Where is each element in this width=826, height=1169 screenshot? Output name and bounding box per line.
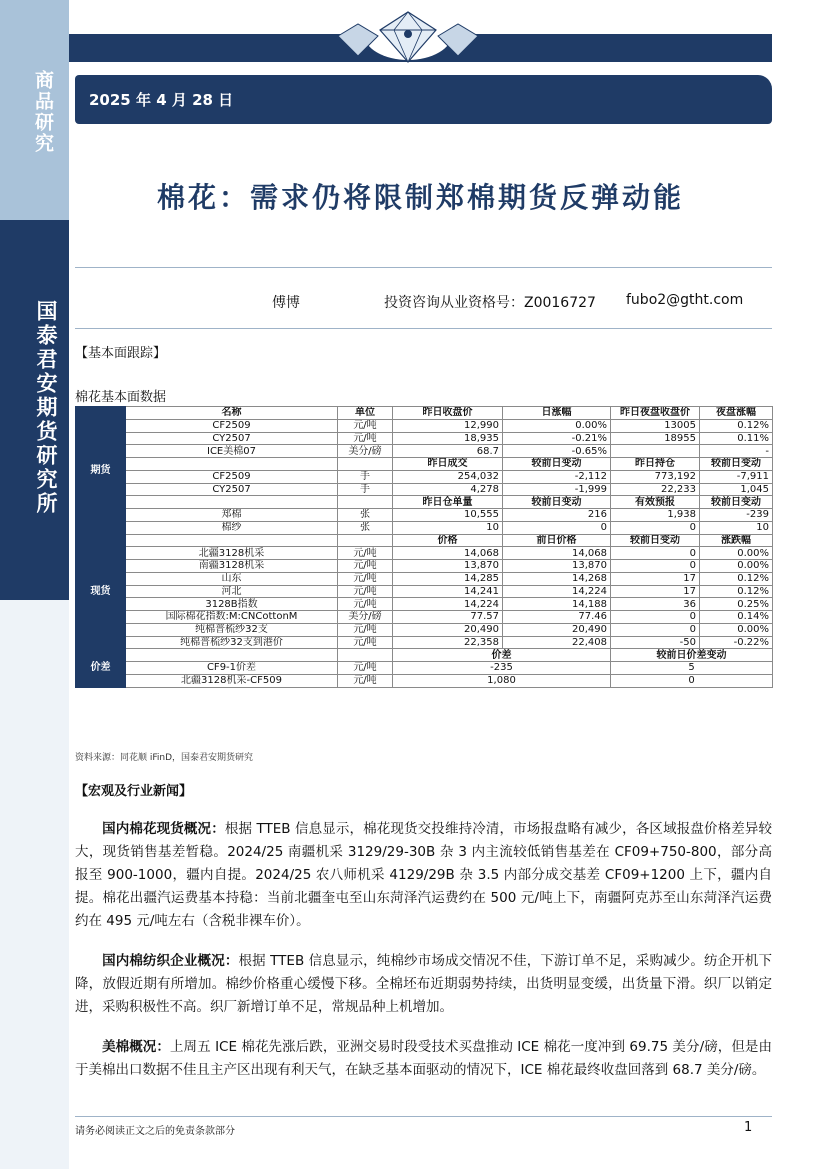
table-cell: 14,285	[393, 572, 503, 585]
table-cell: 昨日成交	[393, 458, 503, 471]
table-cell: 涨跌幅	[700, 534, 773, 547]
table-cell: 郑棉	[126, 509, 338, 522]
table-cell: 纯棉普梳纱32支到港价	[126, 636, 338, 649]
sidebar-top-label: 商品研究	[32, 70, 54, 154]
table-row	[76, 560, 773, 573]
table-cell: -2,112	[503, 470, 611, 483]
table-cell: 美分/磅	[338, 445, 393, 458]
table-cell: 14,224	[393, 598, 503, 611]
table-cell: 价格	[393, 534, 503, 547]
table-cell: -0.65%	[503, 445, 611, 458]
table-cell: 元/吨	[338, 560, 393, 573]
table-cell: 较前日变动	[611, 534, 700, 547]
table-cell: 13005	[611, 419, 700, 432]
table-cell: 较前日变动	[700, 496, 773, 509]
table-cell: 0	[611, 674, 773, 687]
table-cell: CY2507	[126, 432, 338, 445]
paragraph-lead: 国内棉纺织企业概况：	[102, 953, 239, 969]
fundamentals-table	[75, 406, 772, 688]
table-cell: 元/吨	[338, 419, 393, 432]
table-cell: 棉纱	[126, 521, 338, 534]
table-cell: 河北	[126, 585, 338, 598]
table-cell: 0	[611, 623, 700, 636]
table-cell: 张	[338, 521, 393, 534]
table-cell: 0.00%	[700, 623, 773, 636]
table-cell: 0	[611, 560, 700, 573]
table-cell: 1,045	[700, 483, 773, 496]
table-cell: 1,938	[611, 509, 700, 522]
table-cell: 昨日夜盘收盘价	[611, 407, 700, 420]
table-cell: 元/吨	[338, 662, 393, 675]
table-cell: 山东	[126, 572, 338, 585]
table-cell: -0.22%	[700, 636, 773, 649]
divider	[75, 267, 772, 268]
table-cell: 0.12%	[700, 585, 773, 598]
table-cell: 14,268	[503, 572, 611, 585]
paragraph-text: 根据 TTEB 信息显示，纯棉纱市场成交情况不佳，下游订单不足，采购减少。纺企开机下降，放假近期有所增加。棉纱价格重心缓慢下移。全棉坯布近期弱势持续，出货明显变缓，出货量下滑。织厂以销定进，采购积极性不高。织厂新增订单不足，常规品种上机增加。	[75, 953, 772, 1015]
table-row	[76, 623, 773, 636]
author-qualification: 投资咨询从业资格号：Z0016727	[384, 295, 596, 311]
table-row	[76, 598, 773, 611]
table-cell: 773,192	[611, 470, 700, 483]
table-cell	[126, 649, 338, 662]
table-caption: 棉花基本面数据	[75, 390, 167, 405]
diamond-logo-icon	[318, 4, 498, 68]
table-cell: 名称	[126, 407, 338, 420]
table-cell: 昨日仓单量	[393, 496, 503, 509]
table-header-row	[76, 649, 773, 662]
table-cell: 10	[393, 521, 503, 534]
table-row	[76, 521, 773, 534]
table-cell: 0.11%	[700, 432, 773, 445]
category-futures: 期货	[76, 407, 126, 535]
table-cell: -	[700, 445, 773, 458]
table-cell	[338, 496, 393, 509]
sidebar-top-band	[0, 0, 69, 220]
table-cell: 14,068	[503, 547, 611, 560]
paragraph-lead: 美棉概况：	[102, 1039, 170, 1055]
table-header-row	[76, 534, 773, 547]
table-cell: 20,490	[503, 623, 611, 636]
date-banner	[75, 75, 772, 124]
table-cell: 216	[503, 509, 611, 522]
table-cell: 手	[338, 470, 393, 483]
author-name: 傅博	[272, 295, 300, 311]
table-cell: 17	[611, 572, 700, 585]
table-cell: 10,555	[393, 509, 503, 522]
table-cell: 22,408	[503, 636, 611, 649]
table-row	[76, 445, 773, 458]
table-cell	[126, 458, 338, 471]
table-cell: 较前日价差变动	[611, 649, 773, 662]
table-cell: 元/吨	[338, 585, 393, 598]
paragraph-us-cotton	[75, 1036, 772, 1082]
table-cell: 14,224	[503, 585, 611, 598]
table-cell: 13,870	[393, 560, 503, 573]
table-cell: 17	[611, 585, 700, 598]
table-cell: 0.12%	[700, 572, 773, 585]
table-cell: 12,990	[393, 419, 503, 432]
table-cell: 22,358	[393, 636, 503, 649]
table-cell: 20,490	[393, 623, 503, 636]
table-row	[76, 611, 773, 624]
table-cell: 18955	[611, 432, 700, 445]
table-cell: 昨日持仓	[611, 458, 700, 471]
table-row	[76, 572, 773, 585]
table-cell: 3128B指数	[126, 598, 338, 611]
table-cell: -7,911	[700, 470, 773, 483]
table-cell	[611, 445, 700, 458]
table-cell	[338, 458, 393, 471]
table-cell: -0.21%	[503, 432, 611, 445]
footer-divider	[75, 1116, 772, 1117]
table-cell	[126, 534, 338, 547]
table-cell: CF9-1价差	[126, 662, 338, 675]
table-cell: -1,999	[503, 483, 611, 496]
table-cell: 0.00%	[503, 419, 611, 432]
table-cell: 元/吨	[338, 623, 393, 636]
table-row	[76, 662, 773, 675]
table-cell: 较前日变动	[503, 496, 611, 509]
table-cell	[338, 649, 393, 662]
table-header-row	[76, 458, 773, 471]
table-cell: ICE美棉07	[126, 445, 338, 458]
table-header-row	[76, 407, 773, 420]
table-cell: 较前日变动	[700, 458, 773, 471]
paragraph-textile	[75, 950, 772, 1019]
table-cell: 元/吨	[338, 636, 393, 649]
category-spot: 现货	[76, 534, 126, 649]
report-date: 2025 年 4 月 28 日	[89, 91, 234, 109]
table-cell: 有效预报	[611, 496, 700, 509]
table-row	[76, 585, 773, 598]
table-cell: 77.46	[503, 611, 611, 624]
table-row	[76, 509, 773, 522]
table-row	[76, 636, 773, 649]
table-cell: 254,032	[393, 470, 503, 483]
table-cell: 纯棉普梳纱32支	[126, 623, 338, 636]
table-row	[76, 483, 773, 496]
table-cell: 10	[700, 521, 773, 534]
table-cell: 14,068	[393, 547, 503, 560]
table-cell: 0.25%	[700, 598, 773, 611]
table-cell	[338, 534, 393, 547]
table-cell: 夜盘涨幅	[700, 407, 773, 420]
table-cell: 14,241	[393, 585, 503, 598]
table-cell: -239	[700, 509, 773, 522]
table-cell: 昨日收盘价	[393, 407, 503, 420]
table-cell: 北疆3128机采	[126, 547, 338, 560]
table-cell	[126, 496, 338, 509]
table-cell: 0.12%	[700, 419, 773, 432]
table-cell: CF2509	[126, 419, 338, 432]
table-cell: 元/吨	[338, 547, 393, 560]
source-note: 资料来源：同花顺 iFinD，国泰君安期货研究	[75, 753, 254, 763]
table-cell: 手	[338, 483, 393, 496]
left-sidebar	[0, 0, 69, 1169]
table-cell: 日涨幅	[503, 407, 611, 420]
footer-disclaimer: 请务必阅读正文之后的免责条款部分	[75, 1126, 235, 1137]
paragraph-text: 根据 TTEB 信息显示，棉花现货交投维持冷清，市场报盘略有减少，各区域报盘价格差异较大，现货销售基差暂稳。2024/25 南疆机采 3129/29-30B 杂 3 内主流较低销售基差在 CF09+750-800，部分高报至 900-1000，疆内自提。2024/25 农八师机采 4129/29B 杂 3.5 内部分成交基差 CF09+1200 上下，疆内自提。棉花出疆汽运费基本持稳：当前北疆奎屯至山东菏泽汽运费约在 500 元/吨上下，南疆阿克苏至山东菏泽汽运费约在 495 元/吨左右（含税非裸车价）。	[75, 821, 772, 929]
table-cell: CY2507	[126, 483, 338, 496]
section-label-news: 【宏观及行业新闻】	[75, 784, 193, 799]
table-cell: 元/吨	[338, 572, 393, 585]
table-cell: 0.00%	[700, 547, 773, 560]
table-cell: 北疆3128机采-CF509	[126, 674, 338, 687]
table-cell: 较前日变动	[503, 458, 611, 471]
table-cell: 价差	[393, 649, 611, 662]
table-cell: 0.14%	[700, 611, 773, 624]
table-cell: 南疆3128机采	[126, 560, 338, 573]
table-cell: 0	[611, 547, 700, 560]
table-cell: 14,188	[503, 598, 611, 611]
table-cell: 单位	[338, 407, 393, 420]
table-cell: 0.00%	[700, 560, 773, 573]
report-title: 棉花：需求仍将限制郑棉期货反弹动能	[156, 181, 684, 214]
table-cell: 0	[611, 611, 700, 624]
table-cell: 国际棉花指数:M:CNCottonM	[126, 611, 338, 624]
table-cell: 美分/磅	[338, 611, 393, 624]
section-label-fundamentals: 【基本面跟踪】	[75, 346, 167, 361]
table-cell: 1,080	[393, 674, 611, 687]
table-cell: 张	[338, 509, 393, 522]
table-cell: 元/吨	[338, 674, 393, 687]
page-number: 1	[744, 1120, 753, 1135]
author-email[interactable]: fubo2@gtht.com	[626, 292, 744, 308]
table-cell: 13,870	[503, 560, 611, 573]
divider	[75, 328, 772, 329]
table-cell: 0	[611, 521, 700, 534]
paragraph-lead: 国内棉花现货概况：	[102, 821, 225, 837]
sidebar-middle-label: 国泰君安期货研究所	[34, 300, 58, 516]
table-cell: CF2509	[126, 470, 338, 483]
table-row	[76, 419, 773, 432]
table-cell: 77.57	[393, 611, 503, 624]
table-cell: 元/吨	[338, 432, 393, 445]
table-cell: 68.7	[393, 445, 503, 458]
table-cell: -50	[611, 636, 700, 649]
table-header-row	[76, 496, 773, 509]
paragraph-text: 上周五 ICE 棉花先涨后跌，亚洲交易时段受技术买盘推动 ICE 棉花一度冲到 69.75 美分/磅，但是由于美棉出口数据不佳且主产区出现有利天气，在缺乏基本面驱动的情况下，ICE 棉花最终收盘回落到 68.7 美分/磅。	[75, 1039, 772, 1078]
table-row	[76, 432, 773, 445]
table-cell: 0	[503, 521, 611, 534]
table-cell: 5	[611, 662, 773, 675]
table-row	[76, 470, 773, 483]
table-cell: 4,278	[393, 483, 503, 496]
table-cell: -235	[393, 662, 611, 675]
table-cell: 22,233	[611, 483, 700, 496]
table-cell: 18,935	[393, 432, 503, 445]
table-cell: 36	[611, 598, 700, 611]
category-spread: 价差	[76, 649, 126, 687]
table-cell: 前日价格	[503, 534, 611, 547]
table-row	[76, 547, 773, 560]
table-row	[76, 674, 773, 687]
table-cell: 元/吨	[338, 598, 393, 611]
paragraph-cotton-spot	[75, 818, 772, 933]
